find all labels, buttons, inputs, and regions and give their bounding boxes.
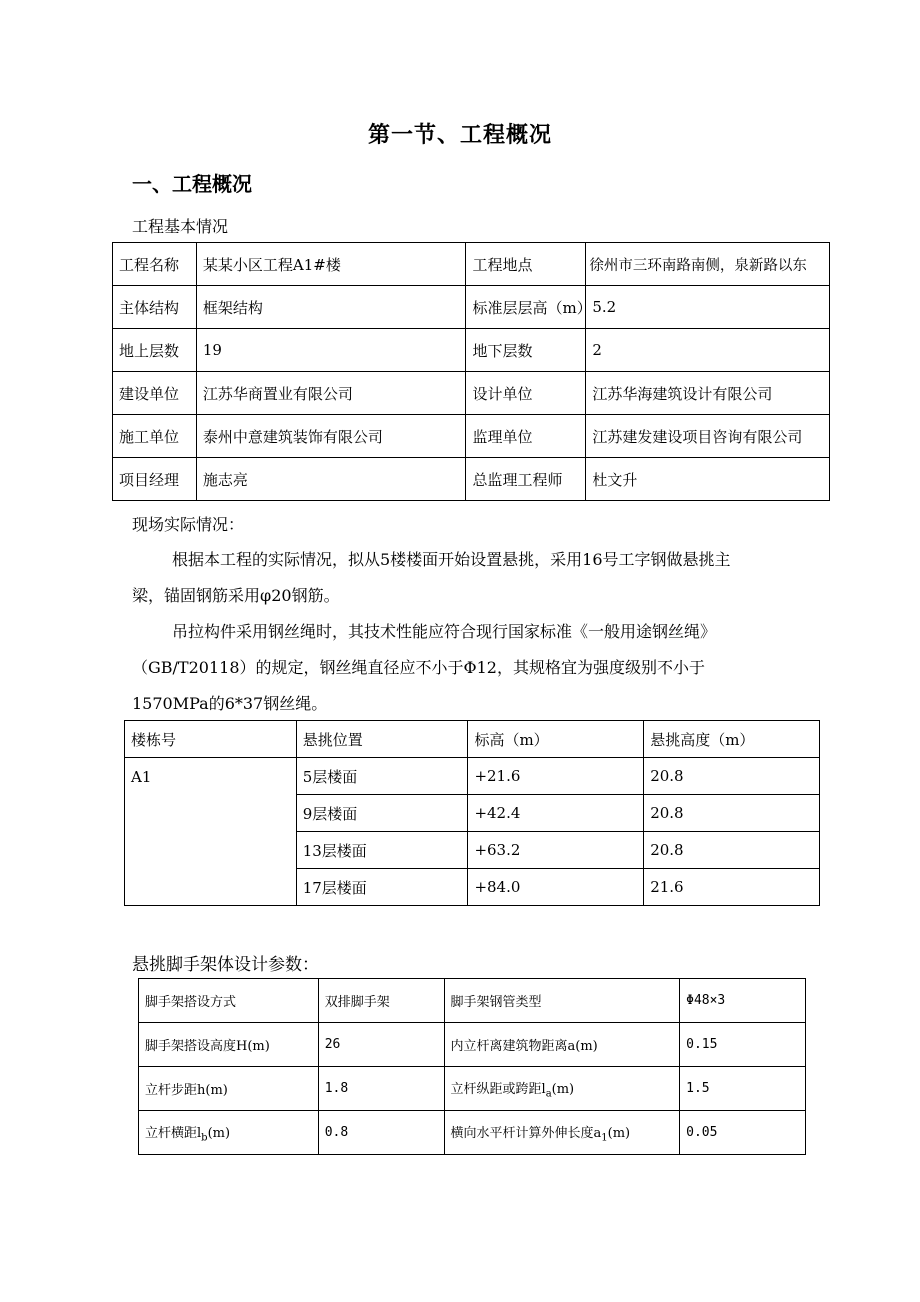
table-cell: 施志亮 [196,458,466,501]
table-cell: 设计单位 [466,372,586,415]
table-cell: 13层楼面 [296,832,468,869]
table-cell: 徐州市三环南路南侧，泉新路以东 [586,243,830,286]
paragraph-line: 根据本工程的实际情况，拟从5楼楼面开始设置悬挑，采用16号工字钢做悬挑主 [172,550,731,569]
site-paragraph-1 [132,542,832,614]
table-cell: 江苏华海建筑设计有限公司 [586,372,830,415]
paragraph-line: （GB/T20118）的规定，钢丝绳直径应不小于Φ12，其规格宜为强度级别不小于 [132,658,705,677]
subsection-title: 一、工程概况 [132,172,252,196]
table-row [139,979,806,1023]
param-value: 0.15 [680,1023,806,1067]
param-value: Φ48×3 [680,979,806,1023]
param-name [139,1111,319,1155]
table-row [113,458,830,501]
basic-info-caption: 工程基本情况 [132,217,229,236]
table-cell: 框架结构 [196,286,466,329]
param-value: 1.8 [318,1067,444,1111]
param-text: 立杆横距l [145,1125,202,1141]
table-cell: 20.8 [644,758,820,795]
param-value: 26 [318,1023,444,1067]
table-cell: 地下层数 [466,329,586,372]
table-cell: 建设单位 [113,372,197,415]
table-row [113,329,830,372]
table-row [113,286,830,329]
table-header-row [125,721,820,758]
param-value: 双排脚手架 [318,979,444,1023]
table-cell: 2 [586,329,830,372]
paragraph-line: 1570MPa的6*37钢丝绳。 [132,694,328,713]
param-value: 1.5 [680,1067,806,1111]
table-row [113,415,830,458]
table-row [139,1111,806,1155]
param-name: 立杆步距h(m) [139,1067,319,1111]
scaffold-params-table [138,978,806,1155]
site-caption: 现场实际情况： [132,515,245,534]
paragraph-line: 吊拉构件采用钢丝绳时，其技术性能应符合现行国家标准《一般用途钢丝绳》 [172,622,717,641]
paragraph-line: 梁，锚固钢筋采用φ20钢筋。 [132,586,340,605]
table-cell: 19 [196,329,466,372]
table-cell: 17层楼面 [296,869,468,906]
column-header: 楼栋号 [125,721,297,758]
param-text: 横向水平杆计算外伸长度a [450,1125,602,1141]
table-cell: 地上层数 [113,329,197,372]
building-cell: A1 [125,758,297,906]
table-cell: +84.0 [468,869,644,906]
table-row [125,758,820,795]
table-row [113,243,830,286]
table-row [139,1023,806,1067]
table-row [139,1067,806,1111]
param-text: 立杆纵距或跨距l [450,1081,546,1097]
param-name: 内立杆离建筑物距离a(m) [444,1023,680,1067]
cantilever-table [124,720,820,906]
param-subscript: a [545,1088,552,1100]
param-unit: (m) [551,1081,575,1097]
table-cell: 20.8 [644,832,820,869]
table-cell: +63.2 [468,832,644,869]
basic-info-table [112,242,830,501]
table-cell: +42.4 [468,795,644,832]
table-cell: 江苏建发建设项目咨询有限公司 [586,415,830,458]
param-name [444,1111,680,1155]
table-cell: 某某小区工程A1#楼 [196,243,466,286]
param-unit: (m) [607,1125,631,1141]
table-cell: 标准层层高（m） [466,286,586,329]
param-subscript: b [201,1132,208,1144]
table-cell: 泰州中意建筑装饰有限公司 [196,415,466,458]
table-cell: 5层楼面 [296,758,468,795]
param-subscript: 1 [601,1132,608,1144]
column-header: 标高（m） [468,721,644,758]
table-cell: 总监理工程师 [466,458,586,501]
table-cell: 5.2 [586,286,830,329]
param-unit: (m) [207,1125,231,1141]
section-title: 第一节、工程概况 [367,123,552,148]
table-cell: 21.6 [644,869,820,906]
table-cell: 9层楼面 [296,795,468,832]
param-name [444,1067,680,1111]
scaffold-caption: 悬挑脚手架体设计参数： [132,955,319,975]
column-header: 悬挑高度（m） [644,721,820,758]
table-cell: 项目经理 [113,458,197,501]
table-cell: 江苏华商置业有限公司 [196,372,466,415]
table-row [113,372,830,415]
param-name: 脚手架搭设高度H(m) [139,1023,319,1067]
column-header: 悬挑位置 [296,721,468,758]
param-name: 脚手架钢管类型 [444,979,680,1023]
table-cell: 监理单位 [466,415,586,458]
param-value: 0.8 [318,1111,444,1155]
table-cell: 20.8 [644,795,820,832]
table-cell: +21.6 [468,758,644,795]
site-paragraph-2 [132,614,832,722]
param-name: 脚手架搭设方式 [139,979,319,1023]
table-cell: 工程名称 [113,243,197,286]
table-cell: 施工单位 [113,415,197,458]
table-cell: 主体结构 [113,286,197,329]
param-value: 0.05 [680,1111,806,1155]
table-cell: 杜文升 [586,458,830,501]
table-cell: 工程地点 [466,243,586,286]
